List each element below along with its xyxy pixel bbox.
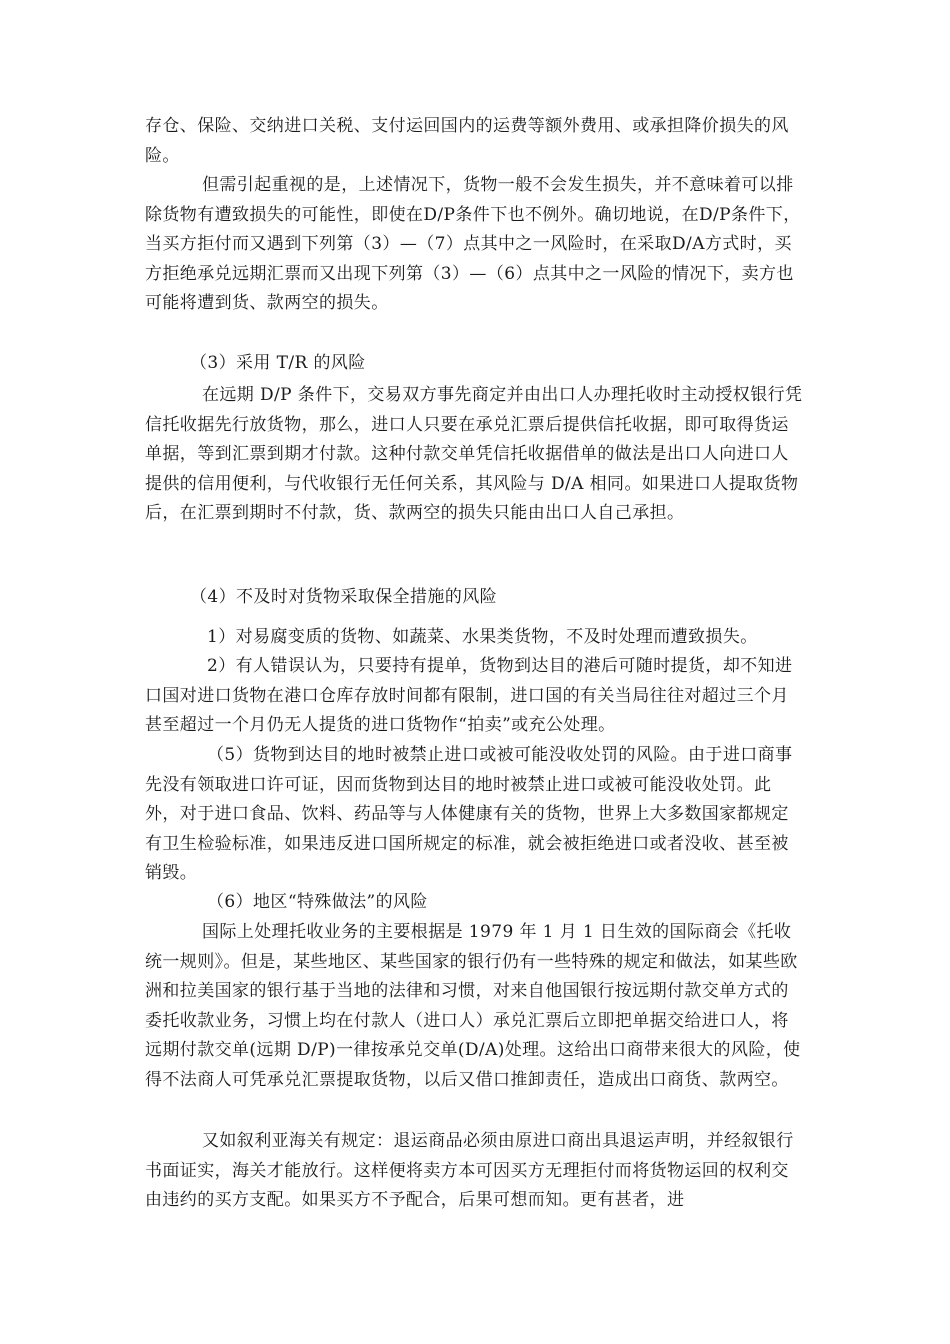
paragraph-2: 但需引起重视的是，上述情况下，货物一般不会发生损失，并不意味着可以排除货物有遭致损失的可能性，即使在D/P条件下也不例外。确切地说，在D/P条件下，当买方拒付而又遇到下列第（3）—（7）点其中之一风险时，在采取D/A方式时，买方拒绝承兑远期汇票而又出现下列第（3）—（6）点其中之一风险的情况下，卖方也可能将遭到货、款两空的损失。 <box>145 175 801 313</box>
paragraph-7: 又如叙利亚海关有规定：退运商品必须由原进口商出具退运声明，并经叙银行书面证实，海关才能放行。这样便将卖方本可因买方无理拒付而将货物运回的权利交由违约的买方支配。如果买方不予配合，后果可想而知。更有甚者，进 <box>145 1131 794 1210</box>
paragraph-5: （5）货物到达目的地时被禁止进口或被可能没收处罚的风险。由于进口商事先没有领取进口许可证，因而货物到达目的地时被禁止进口或被可能没收处罚。此外，对于进口食品、饮料、药品等与人体健康有关的货物，世界上大多数国家都规定有卫生检验标准，如果违反进口国所规定的标准，就会被拒绝进口或者没收、甚至被销毁。 <box>145 745 793 883</box>
paragraph-4-item-2: 2）有人错误认为，只要持有提单，货物到达目的港后可随时提货，却不知进口国对进口货物在港口仓库存放时间都有限制，进口国的有关当局往往对超过三个月甚至超过一个月仍无人提货的进口货物作“拍卖”或充公处理。 <box>145 656 793 735</box>
section-heading-4: （4）不及时对货物采取保全措施的风险 <box>190 587 498 607</box>
paragraph-1: 存仓、保险、交纳进口关税、支付运回国内的运费等额外费用、或承担降价损失的风险。 <box>145 116 789 166</box>
paragraph-6: 国际上处理托收业务的主要根据是 1979 年 1 月 1 日生效的国际商会《托收统一规则》。但是，某些地区、某些国家的银行仍有一些特殊的规定和做法，如某些欧洲和拉美国家的银行基于当地的法律和习惯，对来自他国银行按远期付款交单方式的委托收款业务，习惯上均在付款人（进口人）承兑汇票后立即把单据交给进口人，将远期付款交单(远期 D/P)一律按承兑交单(D/A)处理。这给出口商带来很大的风险，使得不法商人可凭承兑汇票提取货物，以后又借口推卸责任，造成出口商货、款两空。 <box>145 922 801 1090</box>
paragraph-4-item-1: 1）对易腐变质的货物、如蔬菜、水果类货物，不及时处理而遭致损失。 <box>207 627 758 647</box>
paragraph-3: 在远期 D/P 条件下，交易双方事先商定并由出口人办理托收时主动授权银行凭信托收据先行放货物，那么，进口人只要在承兑汇票后提供信托收据，即可取得货运单据，等到汇票到期才付款。这种付款交单凭信托收据借单的做法是出口人向进口人提供的信用便利，与代收银行无任何关系，其风险与 D/A 相同。如果进口人提取货物后，在汇票到期时不付款，货、款两空的损失只能由出口人自己承担。 <box>145 385 803 523</box>
section-heading-3: （3）采用 T/R 的风险 <box>190 353 366 373</box>
section-heading-6: （6）地区“特殊做法”的风险 <box>207 892 428 912</box>
